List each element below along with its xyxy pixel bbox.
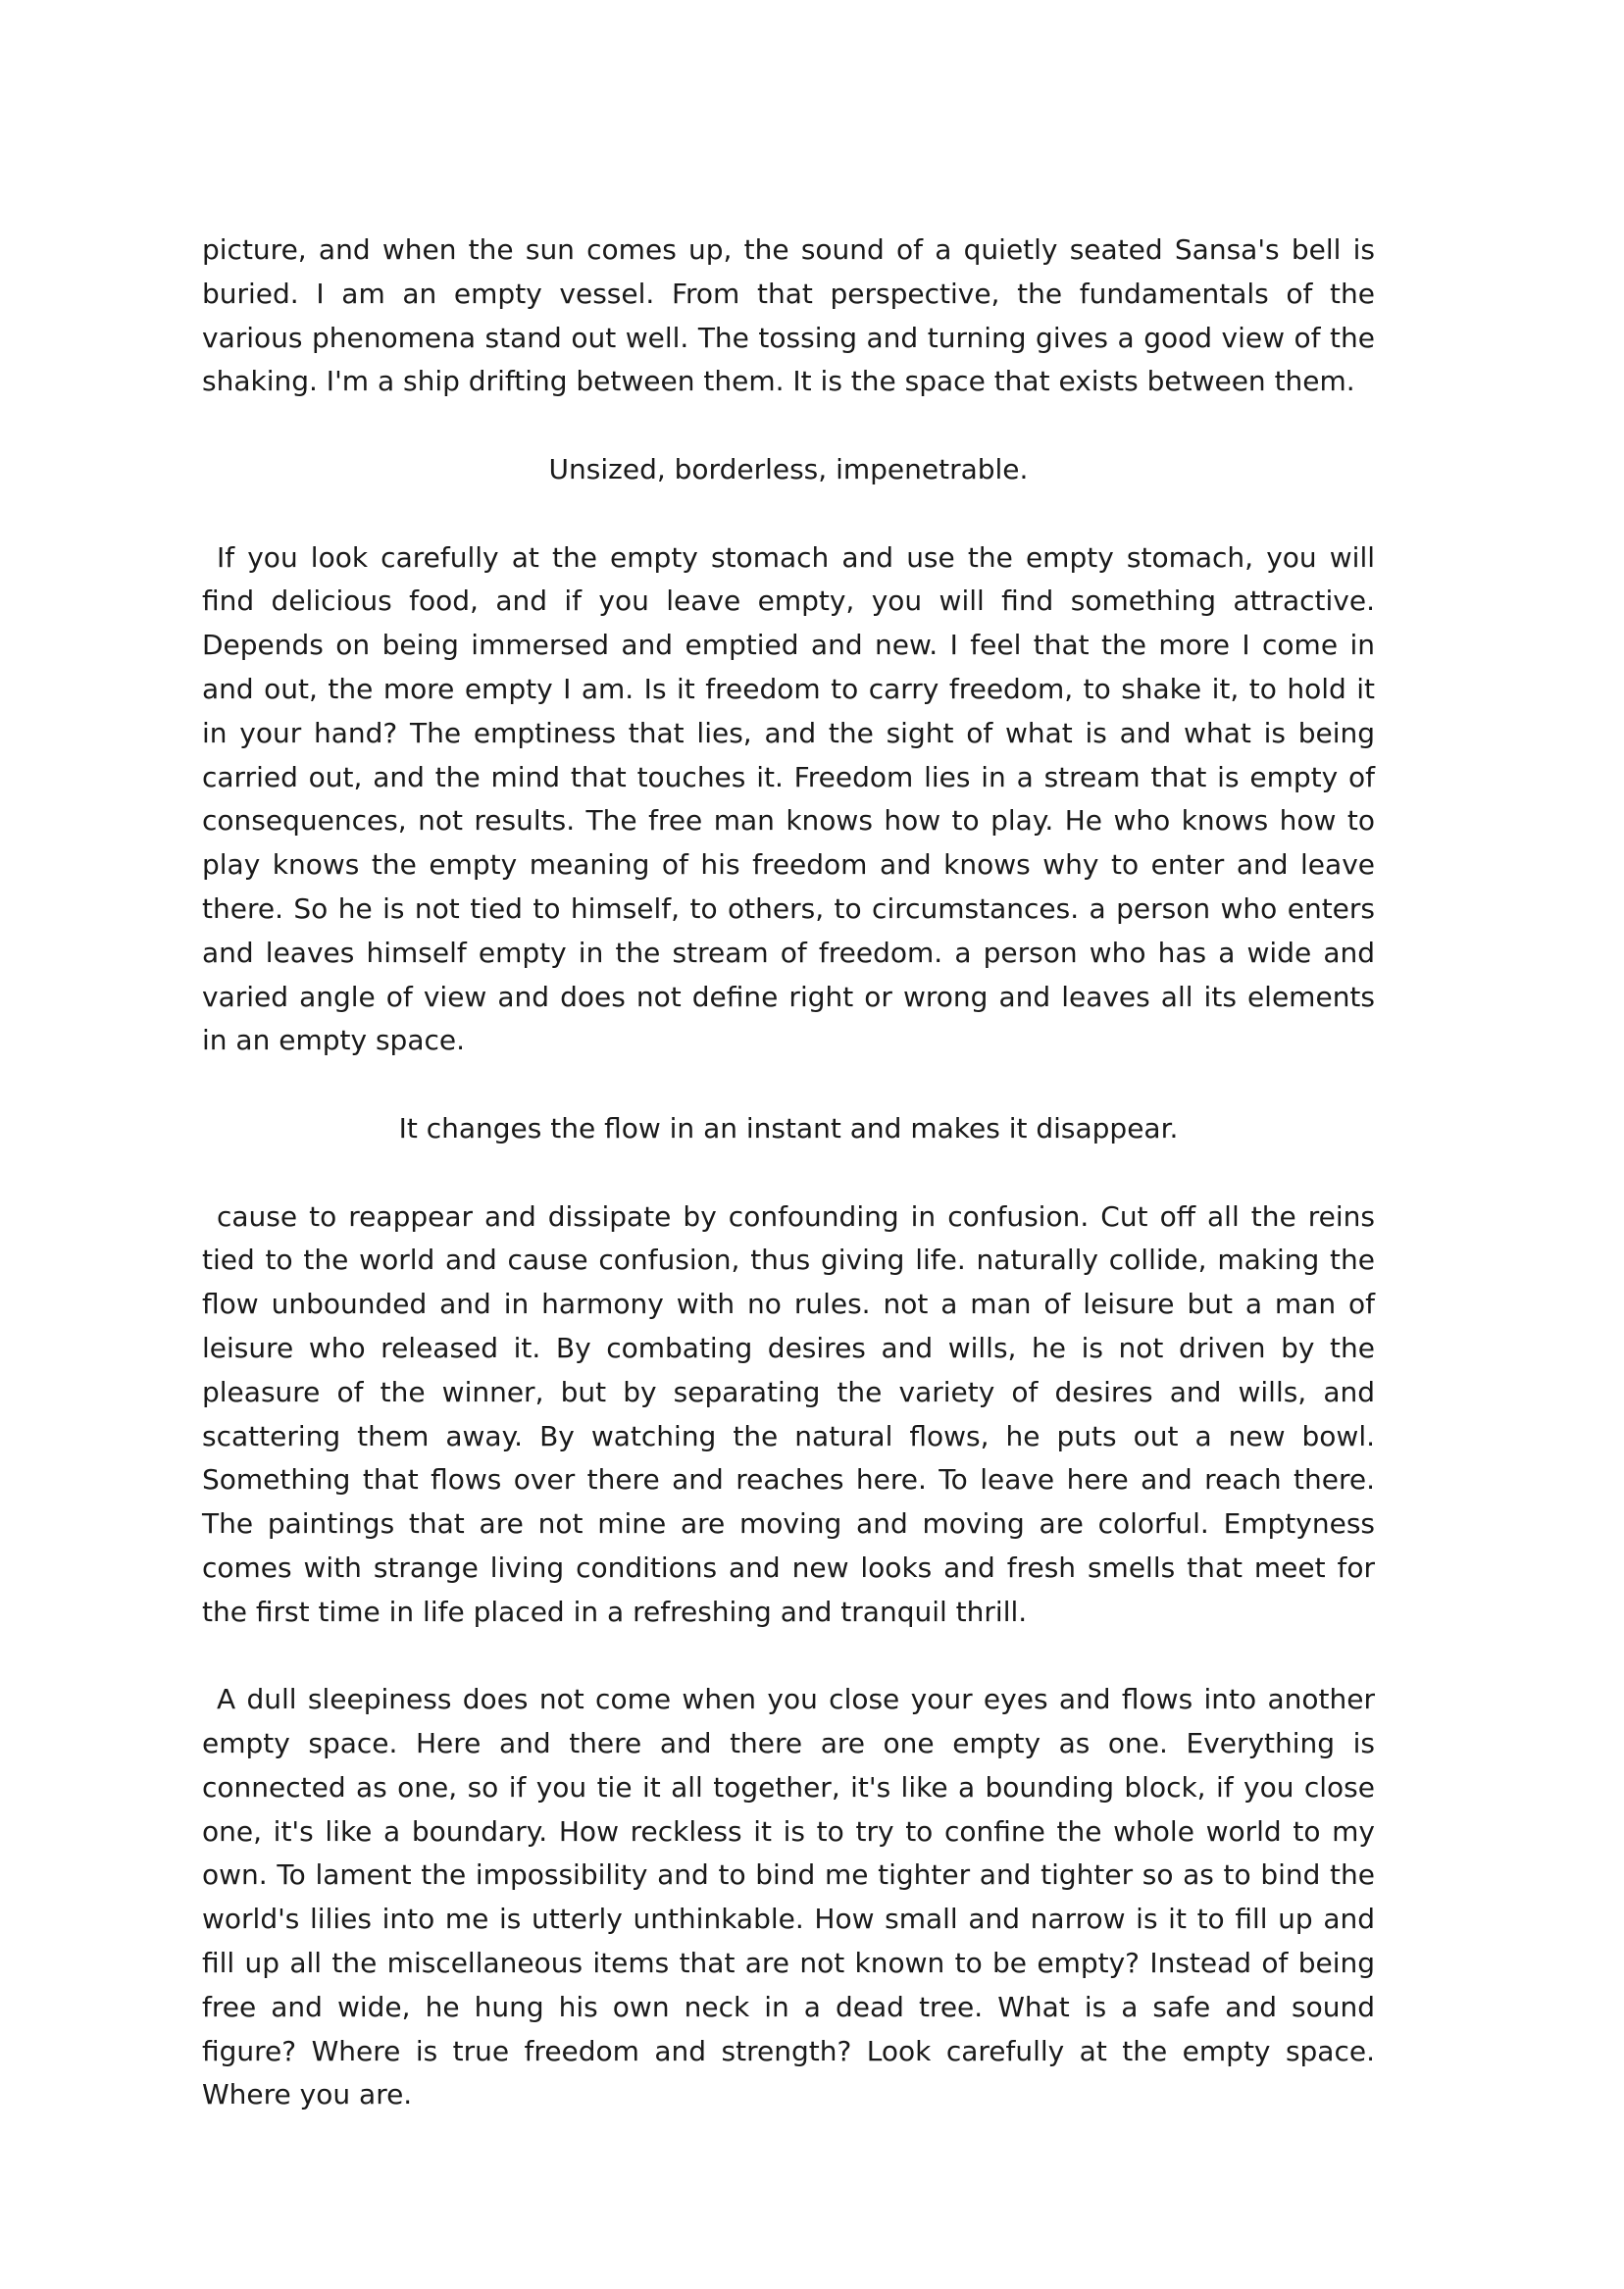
paragraph-2: If you look carefully at the empty stomach and use the empty stomach, you will find delicious food, and if you leave empty, you will find something attractive. Depends on being immersed and emptied and new. I feel that the more I come in and out, the more empty I am. Is it freedom to carry freedom, to shake it, to hold it in your hand? The emptiness that lies, and the sight of what is and what is being carried out, and the mind that touches it. Freedom lies in a stream that is empty of consequences, not results. The free man knows how to play. He who knows how to play knows the empty meaning of his freedom and knows why to enter and leave there. So he is not tied to himself, to others, to circumstances. a person who enters and leaves himself empty in the stream of freedom. a person who has a wide and varied angle of view and does not define right or wrong and leaves all its elements in an empty space. xyxy=(202,540,1375,1057)
document-page xyxy=(202,229,1375,2117)
section-heading-1: Unsized, borderless, impenetrable. xyxy=(548,452,1029,485)
paragraph-1: picture, and when the sun comes up, the sound of a quietly seated Sansa's bell is buried. I am an empty vessel. From that perspective, the fundamentals of the various phenomena stand out well. The tossing and turning gives a good view of the shaking. I'm a ship drifting between them. It is the space that exists between them. xyxy=(202,233,1375,398)
paragraph-4: A dull sleepiness does not come when you close your eyes and flows into another empty space. Here and there and there are one empty as one. Everything is connected as one, so if you tie it all together, it's like a bounding block, if you close one, it's like a boundary. How reckless it is to try to confine the whole world to my own. To lament the impossibility and to bind me tighter and tighter so as to bind the world's lilies into me is utterly unthinkable. How small and narrow is it to fill up and fill up all the miscellaneous items that are not known to be empty? Instead of being free and wide, he hung his own neck in a dead tree. What is a safe and sound figure? Where is true freedom and strength? Look carefully at the empty space. Where you are. xyxy=(202,1683,1375,2111)
paragraph-3: cause to reappear and dissipate by confounding in confusion. Cut off all the reins tied to the world and cause confusion, thus giving life. naturally collide, making the flow unbounded and in harmony with no rules. not a man of leisure but a man of leisure who released it. By combating desires and wills, he is not driven by the pleasure of the winner, but by separating the variety of desires and wills, and scattering them away. By watching the natural flows, he puts out a new bowl. Something that flows over there and reaches here. To leave here and reach there. The paintings that are not mine are moving and moving are colorful. Emptyness comes with strange living conditions and new looks and fresh smells that meet for the first time in life placed in a refreshing and tranquil thrill. xyxy=(202,1199,1375,1628)
section-heading-2: It changes the flow in an instant and makes it disappear. xyxy=(398,1111,1179,1144)
